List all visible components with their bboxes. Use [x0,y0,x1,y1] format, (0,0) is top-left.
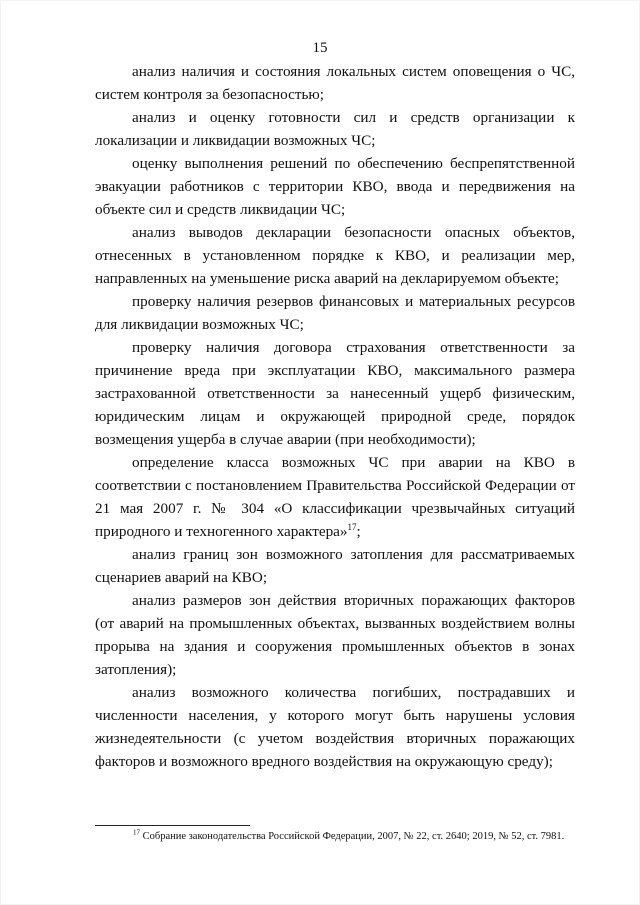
footnote [133,830,583,844]
paragraph-3: оценку выполнения решений по обеспечению беспрепятственной эвакуации работников с территории КВО, ввода и передвижения на объекте сил и средств ликвидации ЧС; [95,155,575,218]
paragraph-6: проверку наличия договора страхования ответственности за причинение вреда при эксплуатации КВО, максимального размера застрахованной ответственности за нанесенный ущерб физическим, юридическим лицам и окружающей природной среде, порядок возмещения ущерба в случае аварии (при необходимости); [95,339,575,448]
footnote-separator [95,825,250,826]
page-number: 15 [312,40,328,56]
paragraph-7-text: определение класса возможных ЧС при аварии на КВО в соответствии с постановлением Правительства Российской Федерации от 21 мая 2007 г. № 304 «О классификации чрезвычайных ситуаций природного и техногенного характера» [95,454,575,540]
paragraph-4: анализ выводов декларации безопасности опасных объектов, отнесенных в установленном порядке к КВО, и реализации мер, направленных на уменьшение риска аварий на декларируемом объекте; [95,224,575,287]
paragraph-2: анализ и оценку готовности сил и средств организации к локализации и ликвидации возможных ЧС; [95,109,575,149]
paragraph-8: анализ границ зон возможного затопления для рассматриваемых сценариев аварий на КВО; [95,546,575,586]
paragraph-10: анализ возможного количества погибших, пострадавших и численности населения, у которого могут быть нарушены условия жизнедеятельности (с учетом воздействия вторичных поражающих факторов и возможного вредного воздействия на окружающую среду); [95,684,575,770]
body-text [95,60,575,773]
footnote-text: Собрание законодательства Российской Федерации, 2007, № 22, ст. 2640; 2019, № 52, ст. 7981. [140,831,565,842]
paragraph-7-end: ; [356,523,361,540]
paragraph-5: проверку наличия резервов финансовых и материальных ресурсов для ликвидации возможных ЧС; [95,293,575,333]
footnote-reference: 17 [347,521,357,532]
footnote-marker: 17 [133,828,140,837]
paragraph-9: анализ размеров зон действия вторичных поражающих факторов (от аварий на промышленных объектах, вызванных воздействием волны прорыва на здания и сооружения промышленных объектов в зонах затопления); [95,592,575,678]
paragraph-7 [95,451,575,543]
paragraph-1: анализ наличия и состояния локальных систем оповещения о ЧС, систем контроля за безопасностью; [95,63,575,103]
